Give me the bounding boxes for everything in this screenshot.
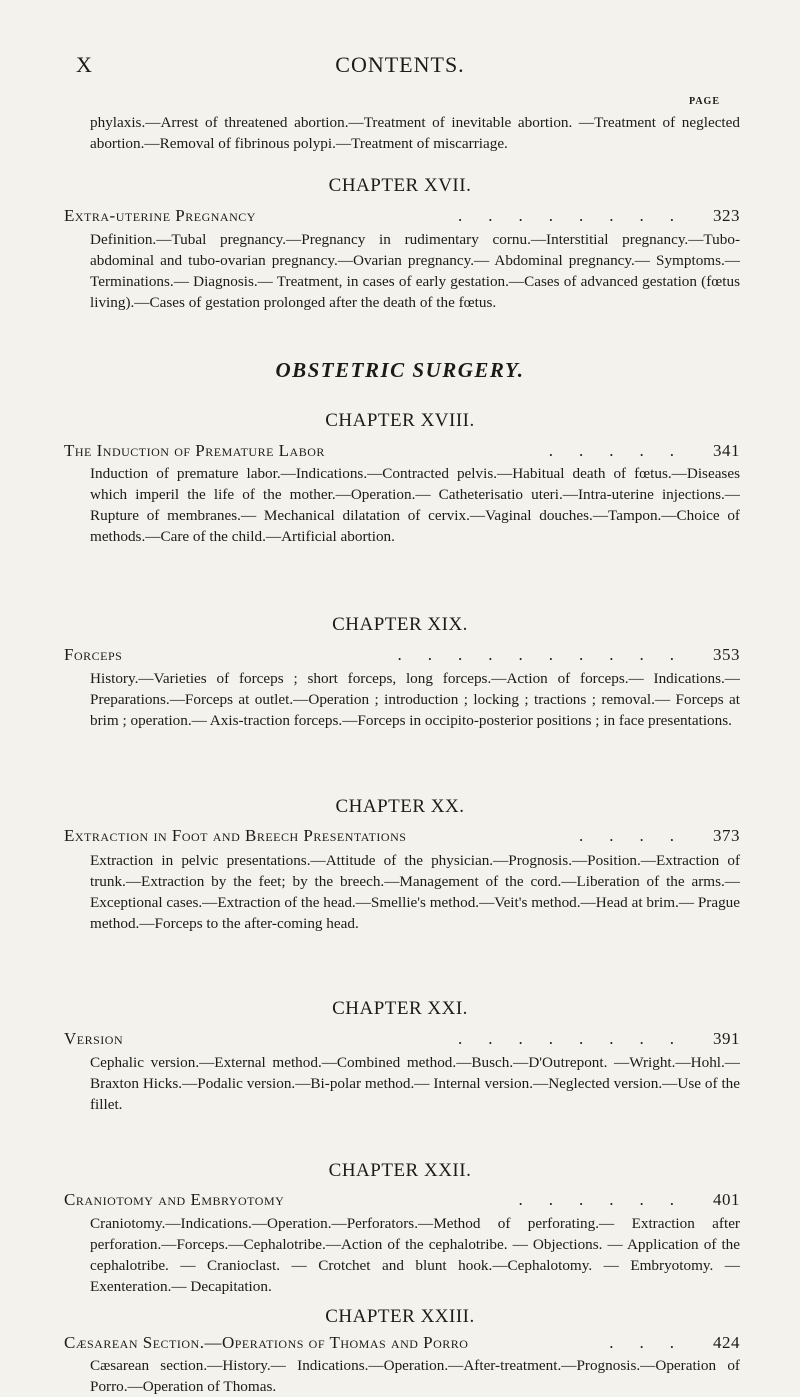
chapter-summary: Extraction in pelvic presentations.—Attitude of the physician.—Prognosis.—Position.—Extraction of trunk.—Extraction by the feet; by the breech.—Management of the cord.—Liberation of the arms.—Exceptional cases.—Extraction of the head.—Smellie's method.—Veit's method.—Head at brim.— Prague method.—Forceps to the after-coming head. <box>90 852 740 932</box>
leader-dots: .......... <box>397 645 700 664</box>
section-heading: OBSTETRIC SURGERY. <box>275 358 525 382</box>
leader-dots: ...... <box>518 1190 700 1209</box>
chapter-heading: CHAPTER XVIII. <box>325 410 475 431</box>
leader-dots: ... <box>609 1333 700 1352</box>
chapter-title: Craniotomy and Embryotomy <box>64 1190 290 1209</box>
toc-entry[interactable] <box>64 206 740 226</box>
chapter-page: 373 <box>713 826 740 845</box>
page-header <box>0 52 800 82</box>
chapter-heading: CHAPTER XVII. <box>328 175 472 196</box>
chapter-summary: Induction of premature labor.—Indications.—Contracted pelvis.—Habitual death of fœtus.—Diseases which imperil the life of the mother.—Operation.— Catheterisatio uteri.—Intra-uterine injections.—Rupture of membranes.— Mechanical dilatation of cervix.—Vaginal douches.—Tampon.—Choice of methods.—Care of the child.—Artificial abortion. <box>90 465 740 545</box>
chapter-title: Extra-uterine Pregnancy <box>64 206 262 225</box>
chapter-page: 353 <box>713 645 740 664</box>
chapter-page: 323 <box>713 206 740 225</box>
chapter-title: Version <box>64 1029 129 1048</box>
page-number: X <box>76 52 92 77</box>
toc-entry[interactable] <box>64 1029 740 1049</box>
chapter-heading: CHAPTER XXIII. <box>325 1306 475 1327</box>
toc-entry[interactable] <box>64 645 740 665</box>
chapter-heading: CHAPTER XIX. <box>332 614 468 635</box>
chapter-page: 391 <box>713 1029 740 1048</box>
chapter-page: 401 <box>713 1190 740 1209</box>
chapter-heading: CHAPTER XXII. <box>328 1160 472 1181</box>
chapter-title: Cæsarean Section.—Operations of Thomas and Porro <box>64 1333 474 1352</box>
chapter-page: 424 <box>713 1333 740 1352</box>
page-column-label: PAGE <box>688 96 720 107</box>
chapter-summary: Definition.—Tubal pregnancy.—Pregnancy in rudimentary cornu.—Interstitial pregnancy.—Tubo-abdominal and tubo-ovarian pregnancy.—Ovarian pregnancy.— Abdominal pregnancy.— Symptoms.— Terminations.— Diagnosis.— Treatment, in cases of early gestation.—Cases of advanced gestation (fœtus living).—Cases of gestation prolonged after the death of the fœtus. <box>90 231 740 311</box>
leader-dots: ..... <box>548 441 700 460</box>
chapter-heading: CHAPTER XX. <box>335 796 465 817</box>
chapter-summary: History.—Varieties of forceps ; short forceps, long forceps.—Action of forceps.— Indications.— Preparations.—Forceps at outlet.—Operation ; introduction ; locking ; tractions ; removal.— Forceps at brim ; operation.— Axis-traction forceps.—Forceps in occipito-posterior positions ; in face presentations. <box>90 670 740 729</box>
chapter-summary: Cephalic version.—External method.—Combined method.—Busch.—D'Outrepont. —Wright.—Hohl.—Braxton Hicks.—Podalic version.—Bi-polar method.— Internal version.—Neglected version.—Use of the fillet. <box>90 1054 740 1113</box>
chapter-title: Extraction in Foot and Breech Presentations <box>64 826 412 845</box>
toc-entry[interactable] <box>64 826 740 846</box>
toc-entry[interactable] <box>64 1333 740 1353</box>
continued-summary: phylaxis.—Arrest of threatened abortion.—Treatment of inevitable abortion. —Treatment of neglected abortion.—Removal of fibrinous polypi.—Treatment of miscarriage. <box>90 114 740 152</box>
chapter-page: 341 <box>713 441 740 460</box>
chapter-summary: Craniotomy.—Indications.—Operation.—Perforators.—Method of perforating.— Extraction after perforation.—Forceps.—Cephalotribe.—Action of the cephalotribe. — Objections. — Application of the cephalotribe. — Cranioclast. — Crotchet and blunt hook.—Cephalotomy. — Embryotomy. — Exenteration.— Decapitation. <box>90 1215 740 1295</box>
chapter-title: Forceps <box>64 645 128 664</box>
leader-dots: .... <box>579 826 700 845</box>
chapter-title: The Induction of Premature Labor <box>64 441 331 460</box>
leader-dots: ........ <box>458 206 700 225</box>
running-title: CONTENTS. <box>335 52 465 77</box>
toc-entry[interactable] <box>64 441 740 461</box>
chapter-summary: Cæsarean section.—History.— Indications.—Operation.—After-treatment.—Prognosis.—Operation of Porro.—Operation of Thomas. <box>90 1357 740 1395</box>
leader-dots: ........ <box>458 1029 700 1048</box>
toc-entry[interactable] <box>64 1190 740 1210</box>
chapter-heading: CHAPTER XXI. <box>332 998 468 1019</box>
